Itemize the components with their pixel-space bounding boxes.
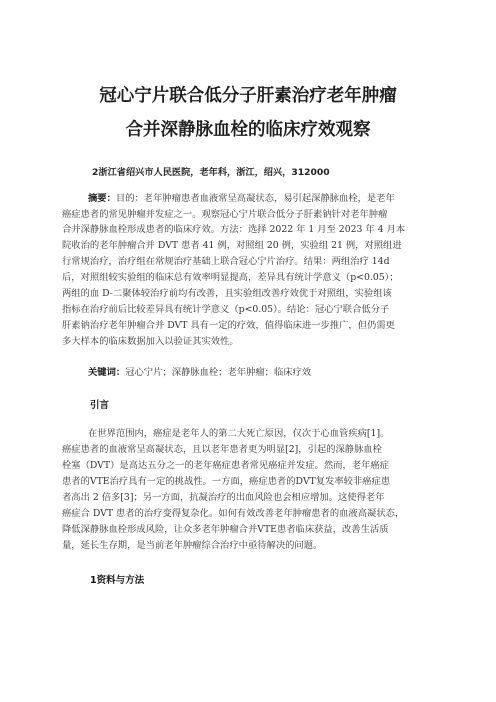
paper-title-line-1: 冠心宁片联合低分子肝素治疗老年肿瘤 [99, 86, 397, 106]
keywords-label: 关键词： [88, 367, 126, 378]
abstract-line-8: 指标在治疗前后比较差异具有统计学意义（p<0.05）。结论：冠心宁联合低分子 [62, 304, 390, 315]
abstract-label: 摘要： [88, 193, 116, 204]
abstract-line-10: 多大样本的临床数据加入以验证其实效性。 [62, 336, 239, 347]
intro-line-6: 癌症合 DVT 患者的治疗变得复杂化。如何有效改善老年肿瘤患者的血液高凝状态， [62, 508, 405, 519]
intro-line-3: 栓塞（DVT）是高达五分之一的老年癌症患者常见癌症并发症。然而，老年癌症 [62, 460, 390, 471]
intro-line-4: 患者的VTE治疗具有一定的挑战性。一方面，癌症患者的DVT复发率较非癌症患 [62, 476, 391, 487]
abstract-line-1 [88, 193, 395, 205]
abstract-line-9: 肝素钠治疗老年肿瘤合并 DVT 具有一定的疗效，值得临床进一步推广，但仍需更 [62, 320, 395, 331]
intro-line-1: 在世界范围内，癌症是老年人的第二大死亡原因，仅次于心血管疾病[1]。 [88, 428, 390, 439]
abstract-line-5: 行常规治疗，治疗组在常规治疗基础上联合冠心宁片治疗。结果：两组治疗 14d [62, 256, 390, 267]
abstract-line-3: 合并深静脉血栓形成患者的临床疗效。方法：选择 2022 年 1 月至 2023 年 4 月本 [62, 224, 406, 235]
keywords-text: 冠心宁片；深静脉血栓；老年肿瘤；临床疗效 [125, 367, 312, 378]
paper-title-line-2: 合并深静脉血栓的临床疗效观察 [125, 120, 371, 140]
abstract-line-4: 院收治的老年肿瘤合并 DVT 患者 41 例，对照组 20 例，实验组 21 例，对照组进 [62, 240, 402, 251]
intro-line-7: 降低深静脉血栓形成风险，让众多老年肿瘤合并VTE患者临床获益，改善生活质 [62, 524, 389, 535]
section-1-heading: 1资料与方法 [90, 575, 145, 586]
abstract-line-7: 两组的血 D-二聚体较治疗前均有改善，且实验组改善疗效优于对照组，实验组该 [62, 288, 392, 299]
intro-line-2: 癌症患者的血液常呈高凝状态，且以老年患者更为明显[2]，引起的深静脉血栓 [62, 444, 382, 455]
author-affiliation: 2浙江省绍兴市人民医院，老年科，浙江，绍兴，312000 [92, 167, 330, 178]
abstract-line-6: 后，对照组较实验组的临床总有效率明显提高，差异具有统计学意义（p<0.05）； [62, 272, 399, 283]
abstract-line-2: 癌症患者的常见肿瘤并发症之一。观察冠心宁片联合低分子肝素钠针对老年肿瘤 [62, 209, 388, 220]
abstract-text: 目的：老年肿瘤患者血液常呈高凝状态，易引起深静脉血栓，是老年 [115, 193, 395, 204]
intro-heading: 引言 [90, 400, 110, 411]
intro-line-8: 量，延长生存期，是当前老年肿瘤综合治疗中亟待解决的问题。 [62, 540, 323, 551]
keywords [88, 367, 311, 379]
intro-line-5: 者高出 2 倍多[3]；另一方面，抗凝治疗的出血风险也会相应增加。这使得老年 [62, 492, 385, 503]
